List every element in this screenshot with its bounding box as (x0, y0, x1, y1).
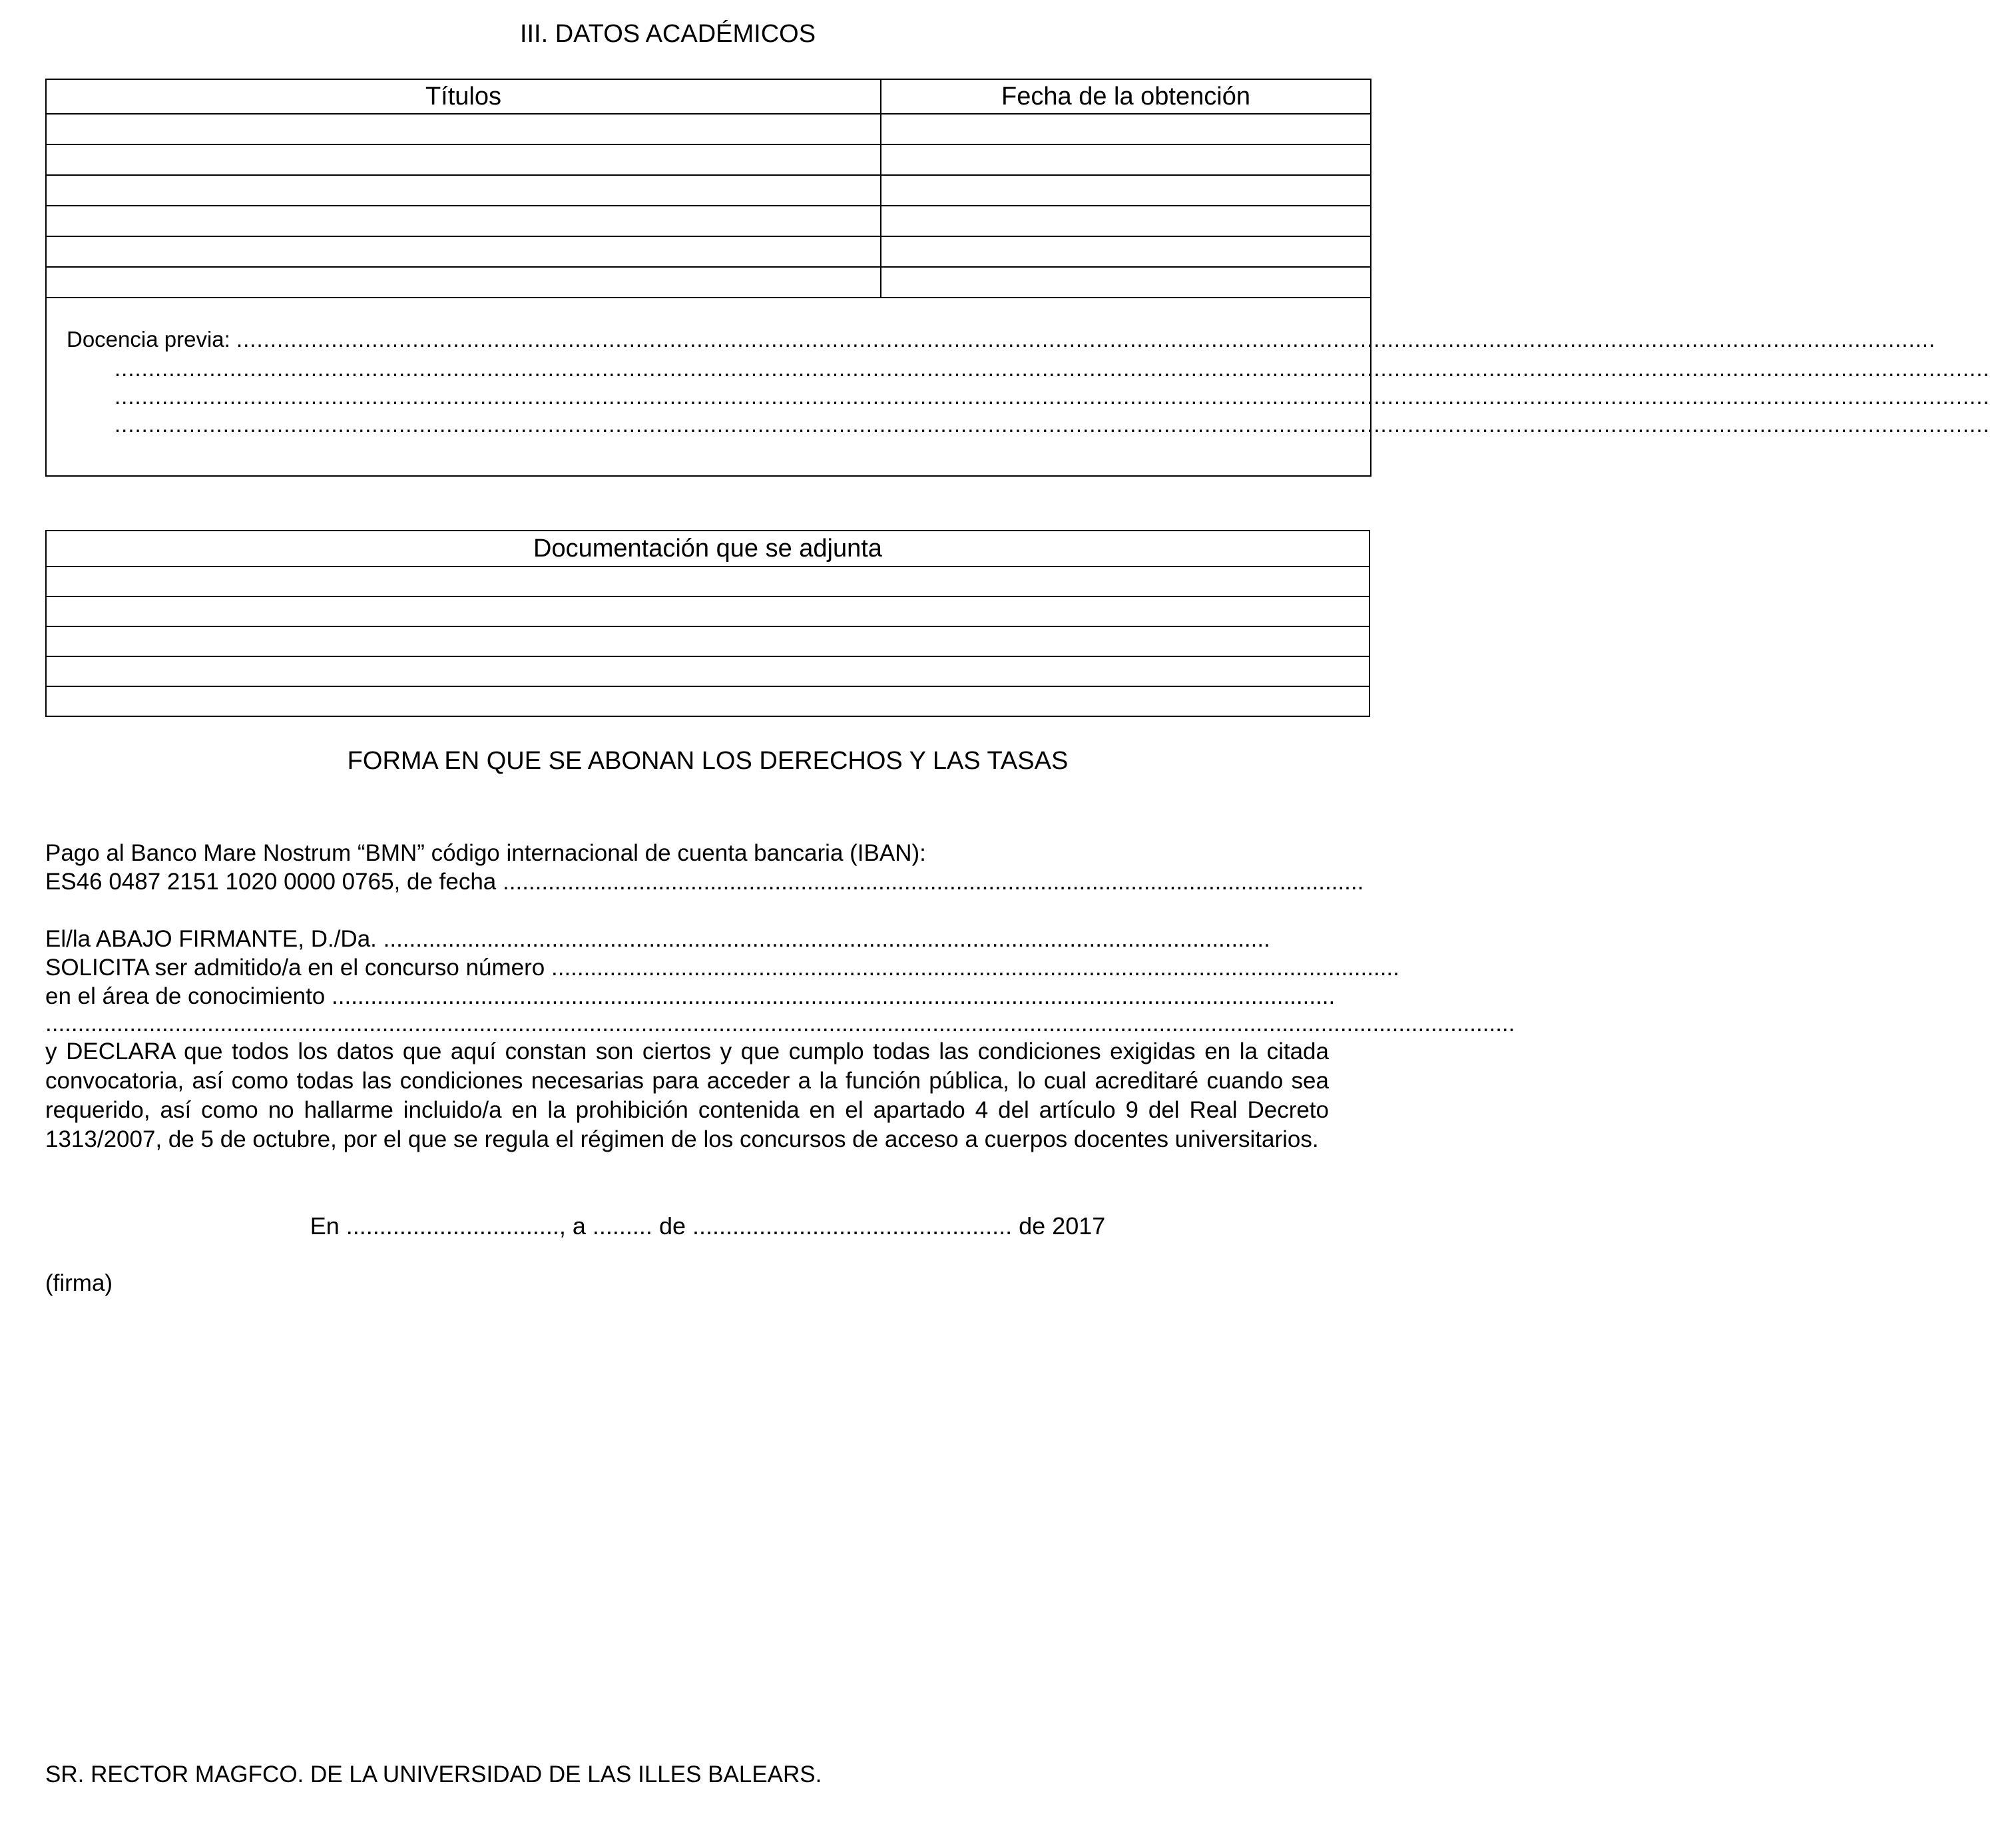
column-header-titles: Títulos (46, 79, 881, 114)
document-cell[interactable] (46, 626, 1369, 656)
place-field[interactable]: ................................ (346, 1212, 559, 1240)
date-cell[interactable] (881, 175, 1371, 206)
docs-table-row (46, 626, 1369, 656)
document-cell[interactable] (46, 686, 1369, 716)
academic-table-row (46, 175, 1371, 206)
day-field[interactable]: ......... (592, 1212, 652, 1240)
academic-table-row (46, 114, 1371, 144)
document-cell[interactable] (46, 656, 1369, 686)
payment-title: FORMA EN QUE SE ABONAN LOS DERECHOS Y LAS TASAS (347, 747, 1069, 775)
academic-data-table (45, 79, 1990, 477)
docencia-previa-cell[interactable] (46, 298, 1990, 476)
title-cell[interactable] (46, 236, 881, 267)
concurso-line[interactable] (45, 953, 1399, 982)
area-line[interactable] (45, 982, 1336, 1011)
academic-table-row (46, 236, 1371, 267)
docs-table-row (46, 596, 1369, 626)
month-label: de (658, 1212, 686, 1240)
concurso-label: SOLICITA ser admitido/a en el concurso número (45, 955, 545, 981)
payment-line-1 (45, 839, 1329, 867)
academic-table-row (46, 267, 1371, 298)
signer-name-line[interactable] (45, 925, 1329, 953)
docs-header: Documentación que se adjunta (46, 531, 1369, 567)
academic-table-row (46, 144, 1371, 175)
signer-label: El/la ABAJO FIRMANTE, D./Da. (45, 926, 377, 952)
payment-date-line[interactable] (45, 867, 1364, 896)
dotted-fill: ......................................................................................................................................... (383, 926, 1270, 952)
attached-documents-table (45, 530, 1370, 717)
document-cell[interactable] (46, 567, 1369, 596)
docs-table-row (46, 686, 1369, 716)
dotted-fill: ........................................................................................................................................................... (332, 983, 1336, 1009)
addressee-footer: SR. RECTOR MAGFCO. DE LA UNIVERSIDAD DE LAS ILLES BALEARS. (45, 1761, 822, 1787)
date-cell[interactable] (881, 267, 1371, 298)
docencia-dotted-line[interactable]: ..................................................................................................................................................................................................................................................................................... (115, 412, 1990, 437)
title-cell[interactable] (46, 267, 881, 298)
area-continuation-line[interactable] (45, 1009, 1515, 1038)
month-field[interactable]: ................................................ (692, 1212, 1013, 1240)
place-label: En (310, 1212, 340, 1240)
title-cell[interactable] (46, 175, 881, 206)
docs-table-row (46, 567, 1369, 596)
dotted-fill: ................................................................................................................................................................................................................................... (45, 1011, 1515, 1037)
date-cell[interactable] (881, 206, 1371, 236)
title-cell[interactable] (46, 114, 881, 144)
docencia-line[interactable] (67, 325, 1936, 354)
docs-table-header (46, 531, 1369, 567)
signature-label: (firma) (45, 1270, 113, 1296)
column-header-date: Fecha de la obtención (881, 79, 1371, 114)
declaration-paragraph: y DECLARA que todos los datos que aquí constan son ciertos y que cumplo todas las condiciones exigidas en la citada convocatoria, así como todas las condiciones necesarias para acceder a la función pública, lo cual acreditaré cuando sea requerido, así como no hallarme incluido/a en la prohibición contenida en el apartado 4 del artículo 9 del Real Decreto 1313/2007, de 5 de octubre, por el que se regula el régimen de los concursos de acceso a cuerpos docentes universitarios. (45, 1039, 1329, 1152)
docencia-dotted-line[interactable]: ..................................................................................................................................................................................................................................................................................... (115, 356, 1990, 381)
academic-table-header (46, 79, 1371, 114)
title-cell[interactable] (46, 144, 881, 175)
title-cell[interactable] (46, 206, 881, 236)
date-cell[interactable] (881, 114, 1371, 144)
section-title: III. DATOS ACADÉMICOS (519, 20, 816, 48)
dotted-fill: ................................................................................................................................... (551, 955, 1399, 981)
docencia-dotted-line[interactable]: ..................................................................................................................................................................................................................................................................................... (115, 384, 1990, 409)
payment-text: Pago al Banco Mare Nostrum “BMN” código internacional de cuenta bancaria (IBAN): (45, 840, 926, 866)
dotted-fill: ........................................................................................................................................................................................................................................................... (236, 327, 1936, 351)
year-label: de 2017 (1019, 1212, 1106, 1240)
docencia-row (46, 298, 1371, 476)
day-label: , a (559, 1212, 586, 1240)
dotted-fill: ..................................................................................................................................... (503, 869, 1364, 895)
iban-text: ES46 0487 2151 1020 0000 0765, de fecha (45, 869, 497, 895)
place-date-line[interactable] (0, 1212, 1415, 1241)
docencia-label: Docencia previa: (67, 327, 230, 351)
area-label: en el área de conocimiento (45, 983, 326, 1009)
docs-table-row (46, 656, 1369, 686)
date-cell[interactable] (881, 236, 1371, 267)
academic-table-row (46, 206, 1371, 236)
date-cell[interactable] (881, 144, 1371, 175)
document-cell[interactable] (46, 596, 1369, 626)
